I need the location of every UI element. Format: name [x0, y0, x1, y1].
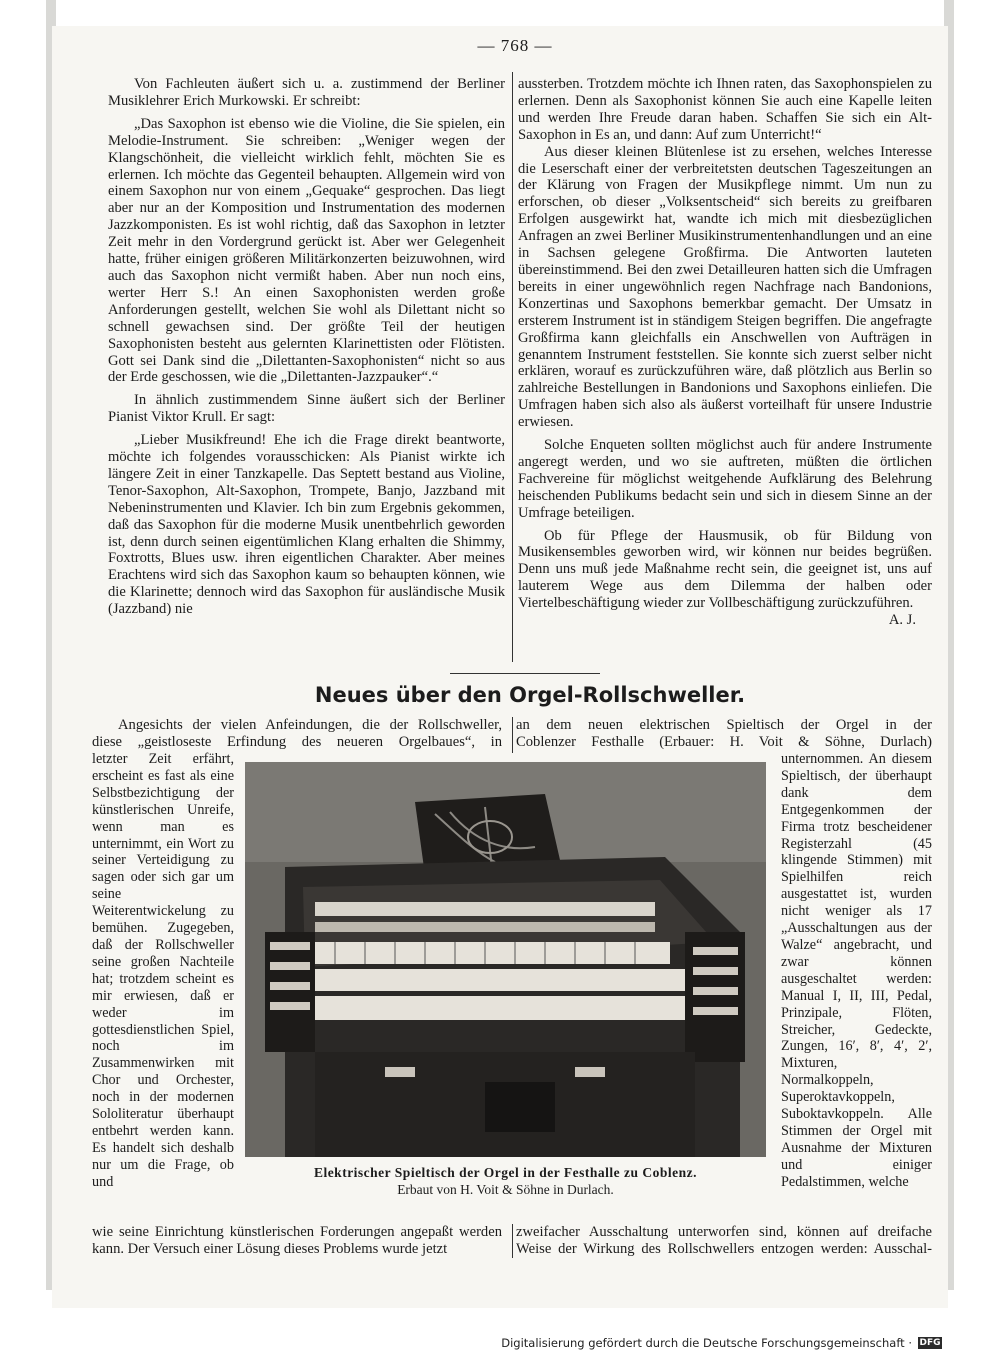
text-line: Weise der Wirkung des Rollschwellers entzogen werden: Ausschal-	[516, 1241, 932, 1257]
organ-console-illustration	[245, 762, 766, 1157]
dfg-logo: DFG	[919, 1338, 941, 1348]
article-right-intro	[516, 717, 932, 751]
text-line: wie seine Einrichtung künstlerischen Forderungen angepaßt werden	[92, 1224, 502, 1240]
paragraph: „Das Saxophon ist ebenso wie die Violine, die Sie spielen, ein Melodie-Instrument. Sie schreiben: „Weniger wegen der Klangschönheit, die vielleicht wirklich fehlt, möchten Sie es erlernen. Ich möchte das Gegenteil behaupten. Allgemein wird von einem Saxophon nur von einem „Gequake“ gesprochen. Das liegt aber nur an der Komposition und Instrumentation des modernen Jazzkomponisten. Es ist wohl richtig, daß das Saxophon in letzter Zeit mehr in den Vordergrund gerückt ist. Aber wer Gelegenheit hatte, früher einigen größeren Militärkonzerten beizuwohnen, wird auch das Saxophon nicht vermißt haben. Aber nun noch eins, werter Herr S.! An einen Saxophonisten werden große Anforderungen gestellt, welchen Sie wohl als Dilettant nicht so schnell gewachsen sind. Der größte Teil der heutigen Saxophonisten besteht aus gelernten Klarinettisten oder Flötisten. Gott sei Dank sind die „Dilettanten-Saxophonisten“ nicht so aus der Erde geschossen, wie die „Dilettanten-Jazzpauker“.“	[108, 115, 505, 386]
article-right-narrow	[781, 751, 932, 1191]
paragraph: Solche Enqueten sollten möglichst auch für andere Instrumente angeregt werden, und wo sie auftreten, müßten die örtlichen Fachvereine für möglichst weitgehende Aufklärung des Belehrung heischenden Publikums bedacht sein und sich in diesem Sinne an der Umfrage beteiligen.	[518, 437, 932, 521]
footer	[501, 1336, 942, 1350]
signature: A. J.	[888, 612, 916, 629]
paragraph: Ob für Pflege der Hausmusik, ob für Bildung von Musikensembles geworben wird, wir können nur beides begrüßen. Denn uns muß jede Maßnahme recht sein, die geeignet ist, uns auf lauterem Wege aus dem Dilemma der halben oder Viertelbeschäftigung wieder zur Vollbeschäftigung zurückzuführen.	[518, 527, 932, 612]
article-right-bottom	[516, 1224, 932, 1258]
paragraph: „Lieber Musikfreund! Ehe ich die Frage direkt beantworte, möchte ich folgendes vorausschicken: Als Pianist wirkte ich längere Zeit in einer Tanzkapelle. Das Septett bestand aus Violine, Tenor-Saxophon, Alt-Saxophon, Trompete, Banjo, Jazzband mit Nebeninstrumenten und Klavier. Ich bin zum Ergebnis gekommen, daß das Saxophon für die moderne Musik unentbehrlich geworden ist, denn durch seinen eigentümlichen Klang erhalten die Shimmy, Foxtrotts, Blues usw. ihren eigentlichen Charakter. Aber meines Erachtens wird sich das Saxophon kaum so behaupten können, wie die Klarinette; dennoch wird das Saxophon für ausländische Musik (Jazzband) nie	[108, 432, 505, 618]
page-number: — 768 —	[477, 36, 553, 55]
caption-line: Erbaut von H. Voit & Söhne in Durlach.	[397, 1182, 614, 1197]
paragraph: Von Fachleuten äußert sich u. a. zustimmend der Berliner Musiklehrer Erich Murkowski. Er schreibt:	[108, 76, 505, 109]
paragraph: unternommen. An diesem Spieltisch, der überhaupt dank dem Entgegenkommen der Firma trotz bescheidener Registerzahl (45 klingende Stimmen) mit Spielhilfen reich ausgestattet ist, wurden nicht weniger als 17 „Ausschaltungen aus der Walze“ angebracht, und zwar können ausgeschaltet werden: Manual I, II, III, Pedal, Prinzipale, Flöten, Streicher, Gedeckte, Zungen, 16′, 8′, 4′, 2′, Mixturen, Normalkoppeln, Superoktavkoppeln, Suboktavkoppeln. Alle Stimmen der Orgel mit Ausnahme der Mixturen und einiger Pedalstimmen, welche	[781, 751, 932, 1190]
column-rule	[512, 717, 513, 753]
article-left-narrow	[92, 751, 234, 1191]
photo-caption	[245, 1164, 766, 1198]
paragraph: In ähnlich zustimmendem Sinne äußert sich der Berliner Pianist Viktor Krull. Er sagt:	[108, 392, 505, 426]
paragraph: aussterben. Trotzdem möchte ich Ihnen raten, das Saxophonspielen zu erlernen. Denn als Saxophonist können Sie auch eine Kapelle leiten und werden Ihre Freude daran haben. Schaffen Sie sich ein Alt-Saxophon in Es an, und dann: Auf zum Unterricht!“	[518, 76, 932, 143]
paragraph: letzter Zeit erfährt, erscheint es fast als eine Selbstbezichtigung der künstlerischen Unreife, wenn man es unternimmt, ein Wort zu seiner Verteidigung zu sagen oder sich gar um seine Weiterentwickelung zu bemühen. Zugegeben, daß der Rollschweller seine großen Nachteile hat; trotzdem scheint es mir erwiesen, daß er weder im gottesdienstlichen Spiel, noch im Zusammenwirken mit Chor und Orchester, noch in der modernen Sololiteratur überhaupt entbehrt werden kann. Es handelt sich deshalb nur um die Frage, ob und	[92, 751, 234, 1190]
section-divider	[450, 673, 600, 674]
text-line: an dem neuen elektrischen Spieltisch der Orgel in der	[516, 717, 932, 733]
text-line: zweifacher Ausschaltung unterworfen sind, können auf dreifache	[516, 1224, 932, 1240]
left-column	[108, 76, 505, 618]
right-column	[518, 76, 932, 629]
column-rule	[512, 1224, 513, 1258]
text-line: Coblenzer Festhalle (Erbauer: H. Voit & Söhne, Durlach)	[516, 734, 932, 750]
article-title: Neues über den Orgel-Rollschweller.	[314, 683, 746, 707]
column-rule	[512, 72, 513, 662]
article-left-intro	[92, 717, 502, 751]
article-left-bottom	[92, 1224, 502, 1258]
organ-console-photo	[245, 762, 766, 1157]
caption-line: Elektrischer Spieltisch der Orgel in der Festhalle zu Coblenz.	[313, 1165, 698, 1180]
text-line: diese „geistloseste Erfindung des neueren Orgelbaues“, in	[92, 734, 502, 750]
text-line: kann. Der Versuch einer Lösung dieses Problems wurde jetzt	[92, 1241, 448, 1257]
text-line: Angesichts der vielen Anfeindungen, die der Rollschweller,	[118, 717, 502, 733]
paragraph: Aus dieser kleinen Blütenlese ist zu ersehen, welches Interesse die Leserschaft einer der verbreitetsten deutschen Tageszeitungen an der Klärung von Fragen der Musikpflege nimmt. Um nun zu erforschen, ob dieser „Volksentscheid“ sich bereits zu greifbaren Erfolgen ausgewirkt hat, wandte ich mich mit diesbezüglichen Anfragen an zwei Berliner Musikinstrumentenhandlungen und an eine in Sachsen gelegene Großfirma. Die Antworten lauteten übereinstimmend. Bei den zwei Detailleuren hatten sich die Umfragen bereits in einer ungewöhnlich regen Nachfrage nach Bandonions, Konzertinas und Saxophons bemerkbar gemacht. Der Umsatz in ersterem Instrument ist in ständigem Steigen begriffen. Die angefragte Großfirma kann gleichfalls ein Anschwellen von Aufträgen in genanntem Instrument feststellen. Sie konnte sich zuerst selber nicht erklären, worauf es zurückzuführen wäre, daß plötzlich aus Berlin so zahlreiche Bestellungen in Bandonions und Saxophons einliefen. Die Umfragen haben sich also als äußerst vorteilhaft für unsere Industrie erwiesen.	[518, 143, 932, 431]
footer-credit: Digitalisierung gefördert durch die Deutsche Forschungsgemeinschaft ·	[501, 1336, 912, 1350]
